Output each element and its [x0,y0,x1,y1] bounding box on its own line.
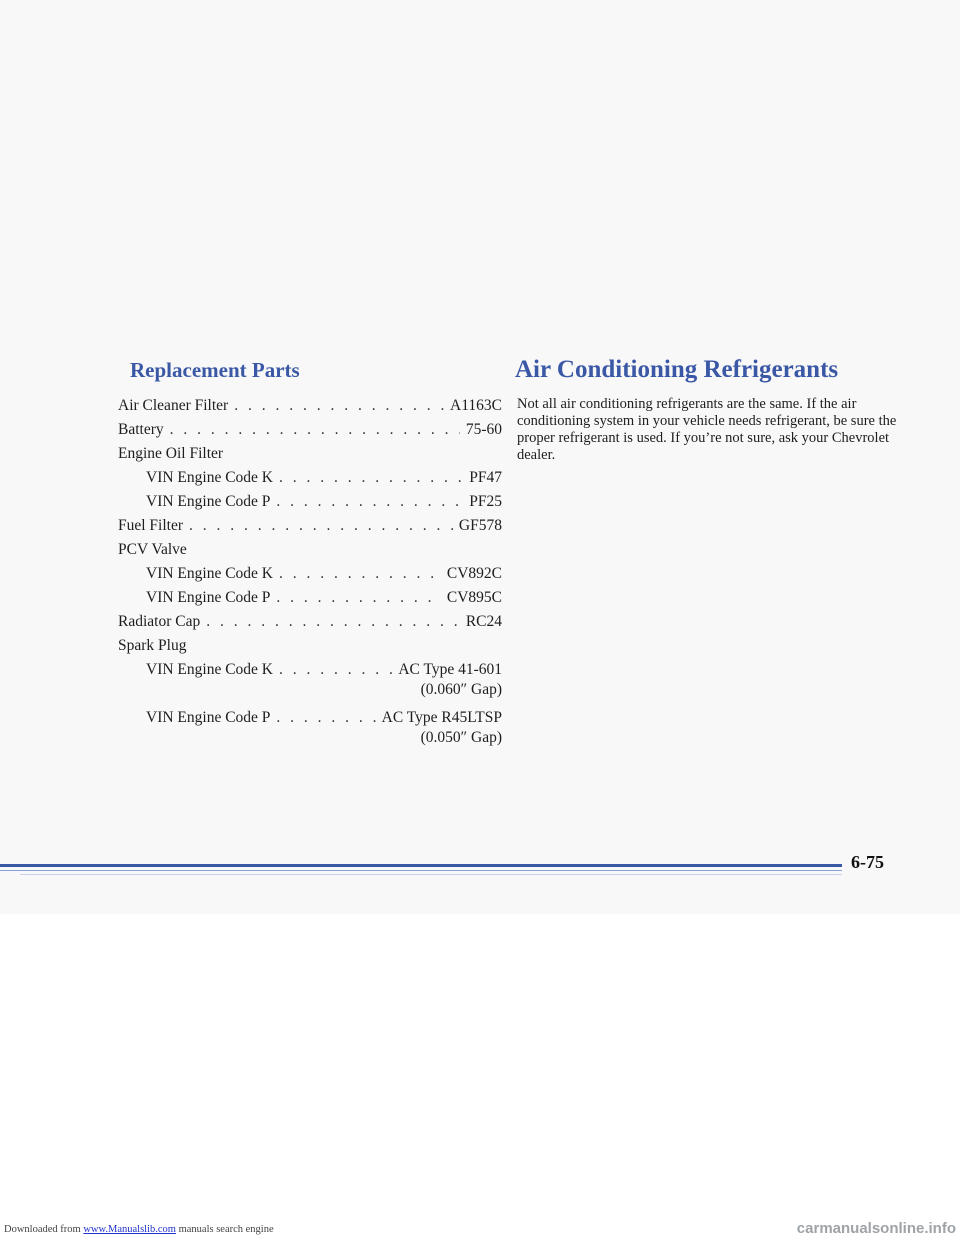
parts-row [118,637,502,661]
replacement-parts-section [118,358,502,751]
part-number: AC Type 41-601 [398,661,502,678]
dot-leader [276,709,375,727]
refrigerants-section [517,356,897,464]
page-number: 6-75 [851,852,884,872]
part-number: PF47 [469,469,502,486]
parts-row [118,469,502,493]
parts-row [118,541,502,565]
parts-row [118,445,502,469]
download-footer [4,1224,274,1235]
footer-rule-thin [0,870,842,871]
part-label: VIN Engine Code P [146,493,271,510]
parts-row [118,421,502,445]
dot-leader [279,565,441,583]
footer-rule [0,864,842,867]
dot-leader [279,469,463,487]
dot-leader [170,421,460,439]
dot-leader [189,517,453,535]
part-number: AC Type R45LTSP [381,709,502,726]
part-gap-note: (0.060″ Gap) [420,681,502,698]
part-label: Engine Oil Filter [118,445,224,462]
part-label: Spark Plug [118,637,187,654]
part-number: GF578 [458,517,502,534]
footer-rule-faint [20,874,842,875]
footer-prefix: Downloaded from [4,1224,84,1235]
part-gap-note: (0.050″ Gap) [420,729,502,746]
parts-row [118,565,502,589]
part-number: A1163C [450,397,502,414]
dot-leader [206,613,460,631]
footer-suffix: manuals search engine [175,1224,274,1235]
refrigerants-heading: Air Conditioning Refrigerants [515,356,839,383]
part-label: VIN Engine Code K [146,469,273,486]
parts-row [118,613,502,637]
dot-leader [279,661,392,679]
part-label: VIN Engine Code K [146,661,273,678]
part-number: CV892C [446,565,502,582]
dot-leader [276,493,463,511]
watermark-logo: carmanualsonline.info [796,1220,956,1237]
parts-row [118,493,502,517]
parts-row [118,589,502,613]
refrigerants-body: Not all air conditioning refrigerants are the same. If the air conditioning system in your vehicle needs refrigerant, be sure the proper refrigerant is used. If you’re not sure, ask your Chevrolet dealer. [517,396,897,463]
part-label: PCV Valve [118,541,187,558]
manualslib-link[interactable]: www.Manualslib.com [83,1224,176,1235]
part-label: Fuel Filter [118,517,184,534]
part-label: VIN Engine Code K [146,565,273,582]
parts-row [118,517,502,541]
part-label: Air Cleaner Filter [118,397,229,414]
part-label: VIN Engine Code P [146,589,271,606]
parts-row [118,397,502,421]
part-label: VIN Engine Code P [146,709,271,726]
replacement-parts-heading: Replacement Parts [130,358,300,382]
part-label: Radiator Cap [118,613,201,630]
part-number: CV895C [446,589,502,606]
part-number: PF25 [469,493,502,510]
dot-leader [276,589,440,607]
part-number: RC24 [465,613,502,630]
dot-leader [234,397,444,415]
part-label: Battery [118,421,164,438]
parts-list [118,397,502,751]
part-number: 75-60 [465,421,502,438]
